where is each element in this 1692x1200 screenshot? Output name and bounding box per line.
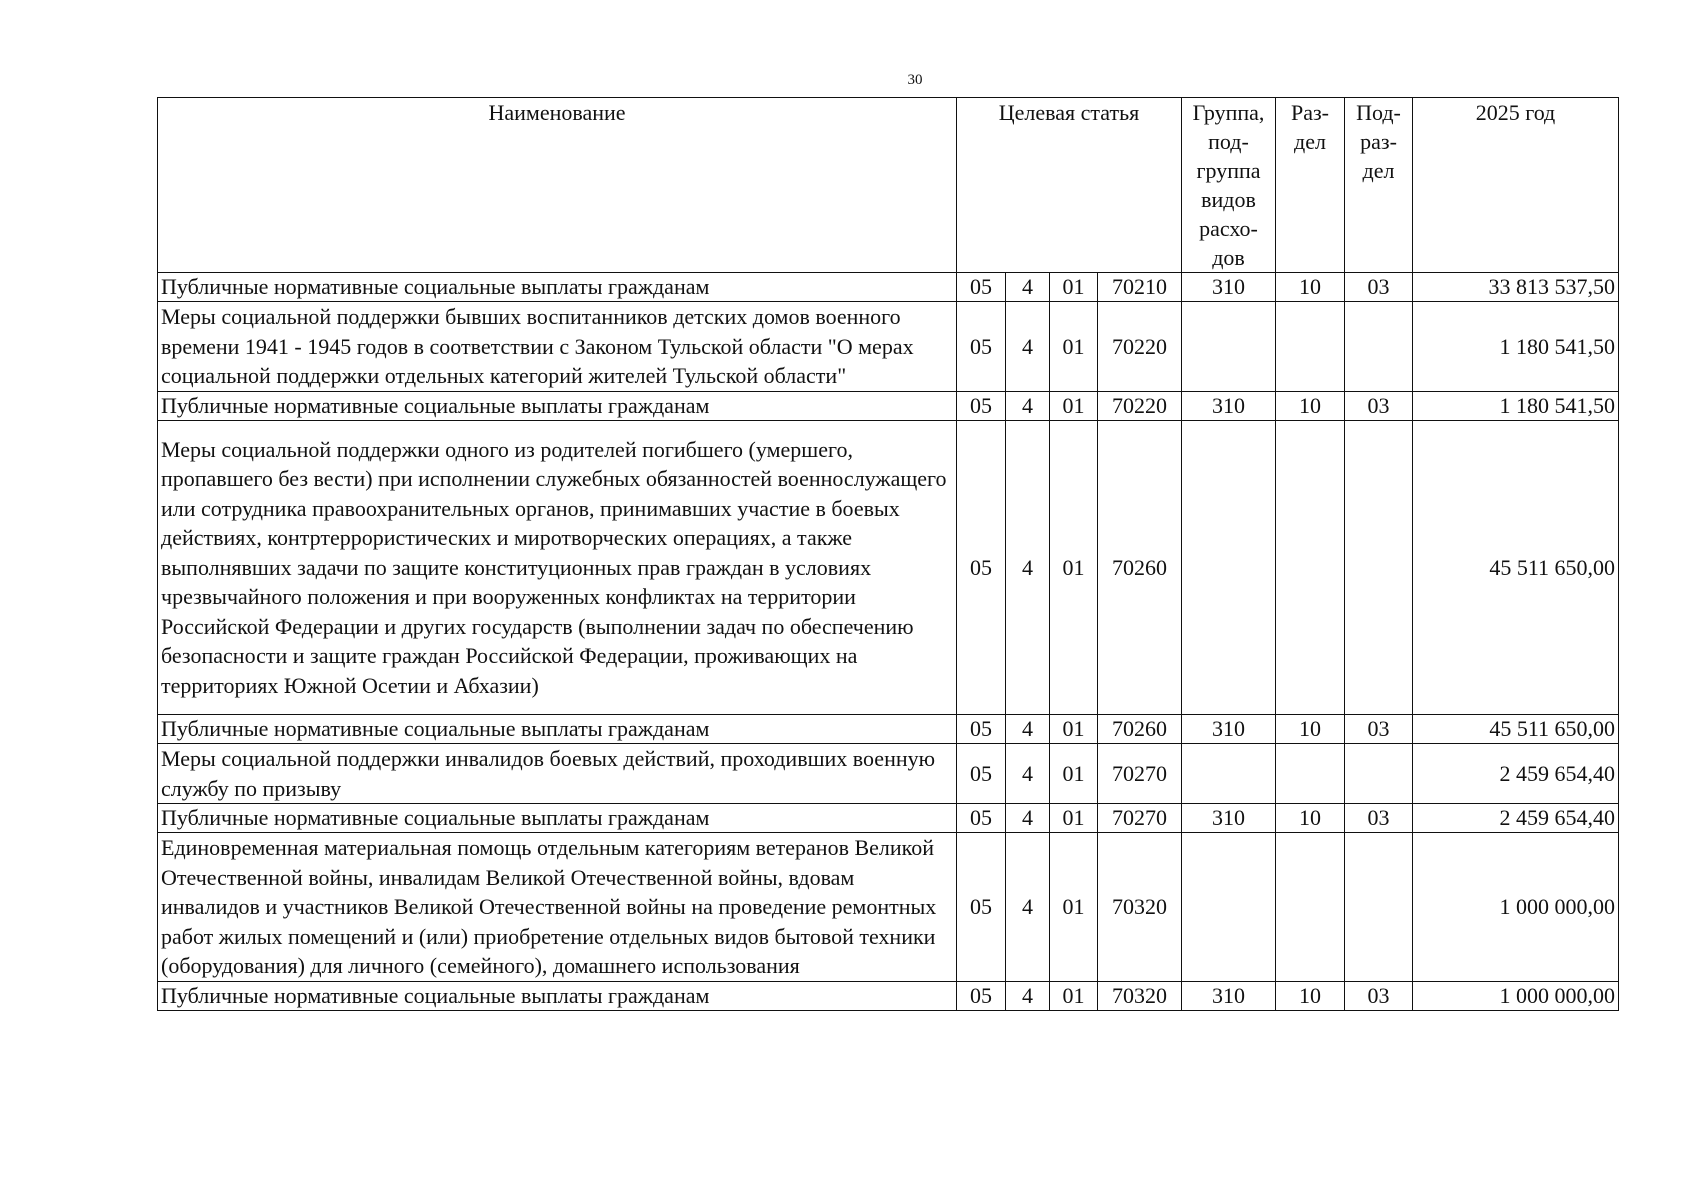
row-code-subprogram: 01 [1050, 744, 1098, 804]
row-code-type: 4 [1006, 273, 1050, 302]
table-row [158, 715, 1619, 744]
row-subsection [1345, 420, 1413, 715]
table-row [158, 391, 1619, 420]
row-code-program: 05 [957, 715, 1006, 744]
header-line: Группа, [1192, 100, 1265, 125]
row-code-type: 4 [1006, 420, 1050, 715]
row-code-subprogram: 01 [1050, 420, 1098, 715]
table-row [158, 302, 1619, 392]
row-code-type: 4 [1006, 804, 1050, 833]
row-code-subprogram: 01 [1050, 391, 1098, 420]
table-row [158, 273, 1619, 302]
row-name: Публичные нормативные социальные выплаты гражданам [158, 981, 957, 1010]
row-section: 10 [1276, 715, 1345, 744]
row-name: Публичные нормативные социальные выплаты гражданам [158, 804, 957, 833]
row-amount: 1 000 000,00 [1413, 833, 1619, 982]
row-code-direction: 70220 [1098, 302, 1182, 392]
row-code-program: 05 [957, 391, 1006, 420]
header-name: Наименование [158, 98, 957, 273]
row-expense-group: 310 [1182, 715, 1276, 744]
row-section [1276, 833, 1345, 982]
row-expense-group: 310 [1182, 273, 1276, 302]
page-number: 30 [907, 72, 923, 88]
header-line: дов [1212, 245, 1245, 270]
header-line: Раз- [1290, 100, 1330, 125]
row-name: Публичные нормативные социальные выплаты гражданам [158, 715, 957, 744]
row-expense-group: 310 [1182, 804, 1276, 833]
row-section: 10 [1276, 981, 1345, 1010]
row-subsection: 03 [1345, 715, 1413, 744]
row-code-type: 4 [1006, 981, 1050, 1010]
row-code-type: 4 [1006, 744, 1050, 804]
row-code-type: 4 [1006, 302, 1050, 392]
row-code-type: 4 [1006, 391, 1050, 420]
table-row [158, 981, 1619, 1010]
row-code-subprogram: 01 [1050, 273, 1098, 302]
row-amount: 33 813 537,50 [1413, 273, 1619, 302]
row-expense-group: 310 [1182, 391, 1276, 420]
header-target-article: Целевая статья [957, 98, 1182, 273]
row-code-type: 4 [1006, 715, 1050, 744]
table-row [158, 833, 1619, 982]
row-section [1276, 420, 1345, 715]
header-line: под- [1208, 129, 1249, 154]
row-amount: 45 511 650,00 [1413, 715, 1619, 744]
row-amount: 2 459 654,40 [1413, 804, 1619, 833]
row-expense-group [1182, 420, 1276, 715]
header-expense-group [1182, 98, 1276, 273]
row-code-direction: 70260 [1098, 420, 1182, 715]
table-row [158, 420, 1619, 715]
row-subsection: 03 [1345, 981, 1413, 1010]
row-code-type: 4 [1006, 833, 1050, 982]
header-line: раз- [1360, 129, 1397, 154]
row-code-subprogram: 01 [1050, 804, 1098, 833]
header-line: расхо- [1199, 216, 1258, 241]
row-code-direction: 70320 [1098, 981, 1182, 1010]
row-code-direction: 70270 [1098, 804, 1182, 833]
row-code-direction: 70320 [1098, 833, 1182, 982]
row-section: 10 [1276, 804, 1345, 833]
row-code-direction: 70270 [1098, 744, 1182, 804]
row-amount: 1 000 000,00 [1413, 981, 1619, 1010]
row-expense-group [1182, 744, 1276, 804]
row-code-direction: 70210 [1098, 273, 1182, 302]
row-code-subprogram: 01 [1050, 981, 1098, 1010]
row-code-program: 05 [957, 804, 1006, 833]
header-line: дел [1362, 158, 1395, 183]
row-section [1276, 302, 1345, 392]
row-code-program: 05 [957, 833, 1006, 982]
row-subsection [1345, 744, 1413, 804]
row-code-program: 05 [957, 420, 1006, 715]
row-subsection [1345, 302, 1413, 392]
row-amount: 45 511 650,00 [1413, 420, 1619, 715]
row-expense-group: 310 [1182, 981, 1276, 1010]
row-amount: 1 180 541,50 [1413, 302, 1619, 392]
header-line: дел [1294, 129, 1326, 154]
row-section: 10 [1276, 273, 1345, 302]
row-expense-group [1182, 302, 1276, 392]
header-line: группа [1196, 158, 1261, 183]
row-subsection: 03 [1345, 273, 1413, 302]
row-subsection [1345, 833, 1413, 982]
row-code-direction: 70260 [1098, 715, 1182, 744]
header-line: видов [1201, 187, 1256, 212]
row-code-direction: 70220 [1098, 391, 1182, 420]
row-name: Меры социальной поддержки бывших воспитанников детских домов военного времени 1941 - 1945 годов в соответствии с Законом Тульской области "О мерах социальной поддержки отдельных категорий жителей Тульской области" [158, 302, 957, 392]
header-line: Под- [1356, 100, 1401, 125]
header-subsection [1345, 98, 1413, 273]
header-year: 2025 год [1413, 98, 1619, 273]
budget-table [157, 97, 1619, 1011]
row-code-subprogram: 01 [1050, 302, 1098, 392]
row-section [1276, 744, 1345, 804]
row-expense-group [1182, 833, 1276, 982]
row-name: Единовременная материальная помощь отдельным категориям ветеранов Великой Отечественной войны, инвалидам Великой Отечественной войны, вдовам инвалидов и участников Великой Отечественной войны на проведение ремонтных работ жилых помещений и (или) приобретение отдельных видов бытовой техники (оборудования) для личного (семейного), домашнего использования [158, 833, 957, 982]
row-amount: 2 459 654,40 [1413, 744, 1619, 804]
row-section: 10 [1276, 391, 1345, 420]
row-name: Публичные нормативные социальные выплаты гражданам [158, 391, 957, 420]
row-subsection: 03 [1345, 391, 1413, 420]
row-name: Меры социальной поддержки инвалидов боевых действий, проходивших военную службу по призыву [158, 744, 957, 804]
row-code-program: 05 [957, 273, 1006, 302]
table-row [158, 744, 1619, 804]
table-header-row [158, 98, 1619, 273]
row-name: Меры социальной поддержки одного из родителей погибшего (умершего, пропавшего без вести) при исполнении служебных обязанностей военнослужащего или сотрудника правоохранительных органов, принимавших участие в боевых действиях, контртеррористических и миротворческих операциях, а также выполнявших задачи по защите конституционных прав граждан в условиях чрезвычайного положения и при вооруженных конфликтах на территории Российской Федерации и других государств (выполнении задач по обеспечению безопасности и защите граждан Российской Федерации, проживающих на территориях Южной Осетии и Абхазии) [158, 420, 957, 715]
row-code-subprogram: 01 [1050, 715, 1098, 744]
row-subsection: 03 [1345, 804, 1413, 833]
row-code-subprogram: 01 [1050, 833, 1098, 982]
row-code-program: 05 [957, 981, 1006, 1010]
header-section [1276, 98, 1345, 273]
row-name: Публичные нормативные социальные выплаты гражданам [158, 273, 957, 302]
row-amount: 1 180 541,50 [1413, 391, 1619, 420]
row-code-program: 05 [957, 302, 1006, 392]
table-row [158, 804, 1619, 833]
row-code-program: 05 [957, 744, 1006, 804]
